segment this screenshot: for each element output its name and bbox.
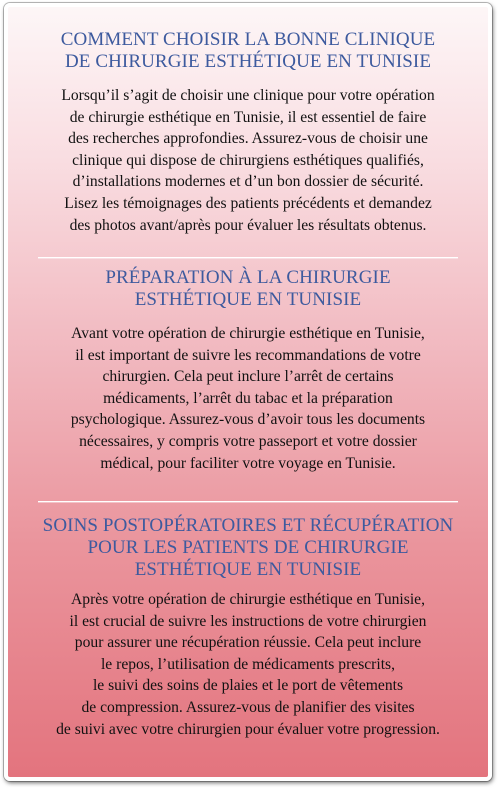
info-card (4, 3, 492, 781)
body-line: il est crucial de suivre les instructions de votre chirurgien (69, 612, 427, 630)
body-line: nécessaires, y compris votre passeport et votre dossier (79, 432, 417, 450)
heading-line: ESTHÉTIQUE EN TUNISIE (134, 289, 362, 310)
section-divider (38, 501, 458, 502)
heading-line: ESTHÉTIQUE EN TUNISIE (134, 559, 362, 580)
heading-line: COMMENT CHOISIR LA BONNE CLINIQUE (60, 29, 436, 50)
section-heading (8, 515, 488, 581)
body-line: clinique qui dispose de chirurgiens esthétiques qualifiés, (72, 151, 424, 169)
heading-line: SOINS POSTOPÉRATOIRES ET RÉCUPÉRATION (42, 515, 454, 536)
body-line: de suivi avec votre chirurgien pour évaluer votre progression. (56, 720, 440, 738)
body-line: Après votre opération de chirurgie esthétique en Tunisie, (71, 591, 425, 608)
body-line: chirurgien. Cela peut inclure l’arrêt de certains (102, 368, 394, 386)
body-line: Avant votre opération de chirurgie esthétique en Tunisie, (71, 325, 425, 342)
section-divider (38, 257, 458, 258)
body-line: de chirurgie esthétique en Tunisie, il est essentiel de faire (69, 108, 427, 126)
body-line: des photos avant/après pour évaluer les résultats obtenus. (69, 216, 427, 234)
body-line: pour assurer une récupération réussie. Cela peut inclure (74, 634, 422, 652)
body-line: médicaments, l’arrêt du tabac et la préparation (103, 389, 393, 407)
body-line: psychologique. Assurez-vous d’avoir tous les documents (70, 411, 426, 429)
section-body (8, 589, 488, 740)
body-line: le repos, l’utilisation de médicaments prescrits, (100, 655, 396, 673)
body-line: d’installations modernes et d’un bon dossier de sécurité. (72, 173, 424, 191)
heading-line: DE CHIRURGIE ESTHÉTIQUE EN TUNISIE (64, 51, 432, 72)
body-line: il est important de suivre les recommandations de votre (75, 346, 421, 364)
heading-line: PRÉPARATION À LA CHIRURGIE (105, 267, 391, 288)
section-preparation (8, 267, 488, 474)
section-heading (8, 267, 488, 311)
section-body (8, 85, 488, 236)
heading-line: POUR LES PATIENTS DE CHIRURGIE (87, 537, 409, 558)
body-line: Lisez les témoignages des patients précédents et demandez (64, 194, 432, 212)
section-body (8, 323, 488, 474)
body-line: des recherches approfondies. Assurez-vous de choisir une (68, 130, 428, 148)
body-line: le suivi des soins de plaies et le port de vêtements (92, 677, 404, 695)
body-line: de compression. Assurez-vous de planifier des visites (81, 698, 415, 716)
body-line: Lorsqu’il s’agit de choisir une clinique pour votre opération (61, 87, 435, 104)
body-line: médical, pour faciliter votre voyage en Tunisie. (100, 454, 396, 472)
section-heading (8, 29, 488, 73)
section-choose-clinic (8, 29, 488, 236)
section-postop-care (8, 515, 488, 740)
